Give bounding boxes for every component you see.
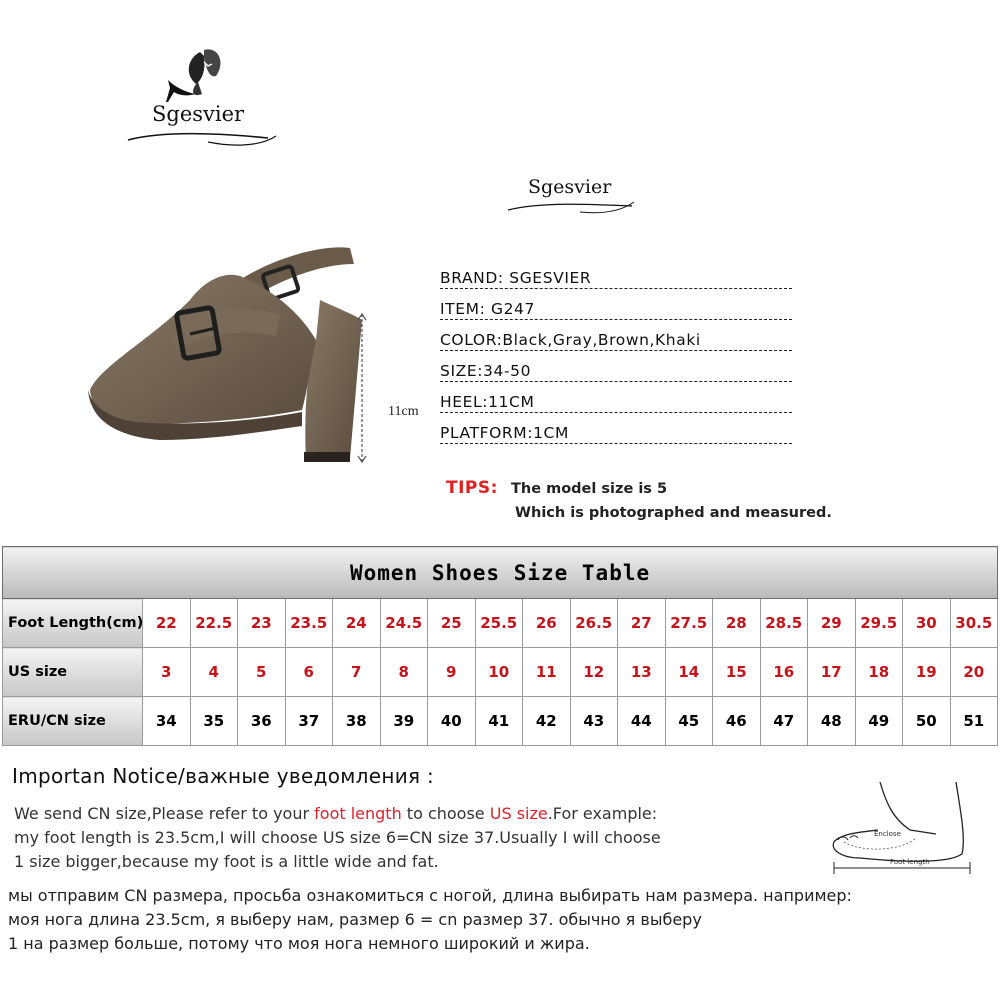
tips-line-1: The model size is 5 [511,481,668,497]
product-shoe-image [80,240,380,500]
size-table-cell: 4 [190,648,238,697]
diagram-enclose-label: Enclose [874,830,901,838]
size-table-cell: 28.5 [760,599,808,648]
shoe-icon [80,240,380,500]
size-table-cell: 25.5 [475,599,523,648]
size-table-cell: 13 [618,648,666,697]
size-table-cell: 5 [238,648,286,697]
size-table-cell: 41 [475,697,523,746]
size-table-row [3,697,998,746]
size-table-cell: 49 [855,697,903,746]
spec-heel: HEEL:11CM [440,392,792,413]
notice-ru-line-3: 1 на размер больше, потому что моя нога немного широкий и жира. [8,934,590,953]
size-table-cell: 24 [333,599,381,648]
size-table-cell: 18 [855,648,903,697]
tips-label: TIPS: [446,478,498,498]
foot-measure-diagram [820,778,990,878]
size-table-cell: 34 [143,697,191,746]
size-table-cell: 26 [523,599,571,648]
size-table-row-label: US size [3,648,143,697]
size-table-cell: 44 [618,697,666,746]
spec-item: ITEM: G247 [440,299,792,320]
size-table-cell: 23 [238,599,286,648]
size-table-cell: 12 [570,648,618,697]
size-table-cell: 45 [665,697,713,746]
size-table-cell: 36 [238,697,286,746]
size-table-cell: 37 [285,697,333,746]
notice-en-line-2: my foot length is 23.5cm,I will choose US size 6=CN size 37.Usually I will choose [14,828,661,847]
size-table-cell: 26.5 [570,599,618,648]
brand-logo-small-text: Sgesvier [528,176,612,198]
size-table-cell: 14 [665,648,713,697]
size-table-cell: 40 [428,697,476,746]
size-table [2,546,998,746]
size-table-cell: 22 [143,599,191,648]
size-table-cell: 27 [618,599,666,648]
size-table-cell: 16 [760,648,808,697]
foot-icon [820,778,990,878]
size-table-cell: 42 [523,697,571,746]
size-table-cell: 27.5 [665,599,713,648]
size-table-cell: 43 [570,697,618,746]
size-table-row-label: Foot Length(cm) [3,599,143,648]
size-table-cell: 3 [143,648,191,697]
notice-title: Importan Notice/важные уведомления : [12,764,435,788]
size-table-cell: 47 [760,697,808,746]
notice-ru-line-2: моя нога длина 23.5cm, я выберу нам, размер 6 = cn размер 37. обычно я выберу [8,910,702,929]
brand-logo [118,40,288,160]
size-table-cell: 22.5 [190,599,238,648]
size-table-row [3,648,998,697]
size-table-title: Women Shoes Size Table [3,547,998,599]
size-table-cell: 23.5 [285,599,333,648]
spec-size: SIZE:34-50 [440,361,792,382]
size-table-cell: 38 [333,697,381,746]
heel-height-label: 11cm [388,404,419,419]
notice-en-line-3: 1 size bigger,because my foot is a little wide and fat. [14,852,439,871]
size-table-cell: 30.5 [950,599,998,648]
size-table-cell: 25 [428,599,476,648]
size-table-cell: 29.5 [855,599,903,648]
tips-line-2: Which is photographed and measured. [515,505,832,521]
size-table-title-row [3,547,998,599]
height-dimension-icon [356,312,368,464]
us-size-highlight: US size [489,804,548,823]
size-table-cell: 20 [950,648,998,697]
size-table-cell: 9 [428,648,476,697]
size-table-cell: 7 [333,648,381,697]
brand-logo-small [500,166,650,226]
notice-en-line-1: We send CN size,Please refer to your foot length to choose US size.For example: [14,804,658,823]
size-table-cell: 24.5 [380,599,428,648]
size-table-cell: 35 [190,697,238,746]
size-table-cell: 39 [380,697,428,746]
notice-ru-line-1: мы отправим CN размера, просьба ознакомиться с ногой, длина выбирать нам размера. например: [8,886,852,905]
size-table-cell: 51 [950,697,998,746]
diagram-foot-length-label: Foot length [890,858,930,866]
size-table-cell: 10 [475,648,523,697]
size-table-row [3,599,998,648]
foot-length-highlight: foot length [314,804,402,823]
size-table-cell: 11 [523,648,571,697]
size-table-cell: 30 [903,599,951,648]
spec-platform: PLATFORM:1CM [440,423,792,444]
size-table-cell: 46 [713,697,761,746]
size-table-cell: 8 [380,648,428,697]
size-table-cell: 19 [903,648,951,697]
size-table-cell: 50 [903,697,951,746]
size-table-cell: 48 [808,697,856,746]
spec-brand: BRAND: SGESVIER [440,268,792,289]
spec-color: COLOR:Black,Gray,Brown,Khaki [440,330,792,351]
size-table-cell: 6 [285,648,333,697]
size-table-cell: 15 [713,648,761,697]
brand-logo-text: Sgesvier [152,102,245,126]
butterfly-shoe-icon [118,40,288,160]
size-table-cell: 28 [713,599,761,648]
size-table-row-label: ERU/CN size [3,697,143,746]
size-table-cell: 17 [808,648,856,697]
size-table-cell: 29 [808,599,856,648]
